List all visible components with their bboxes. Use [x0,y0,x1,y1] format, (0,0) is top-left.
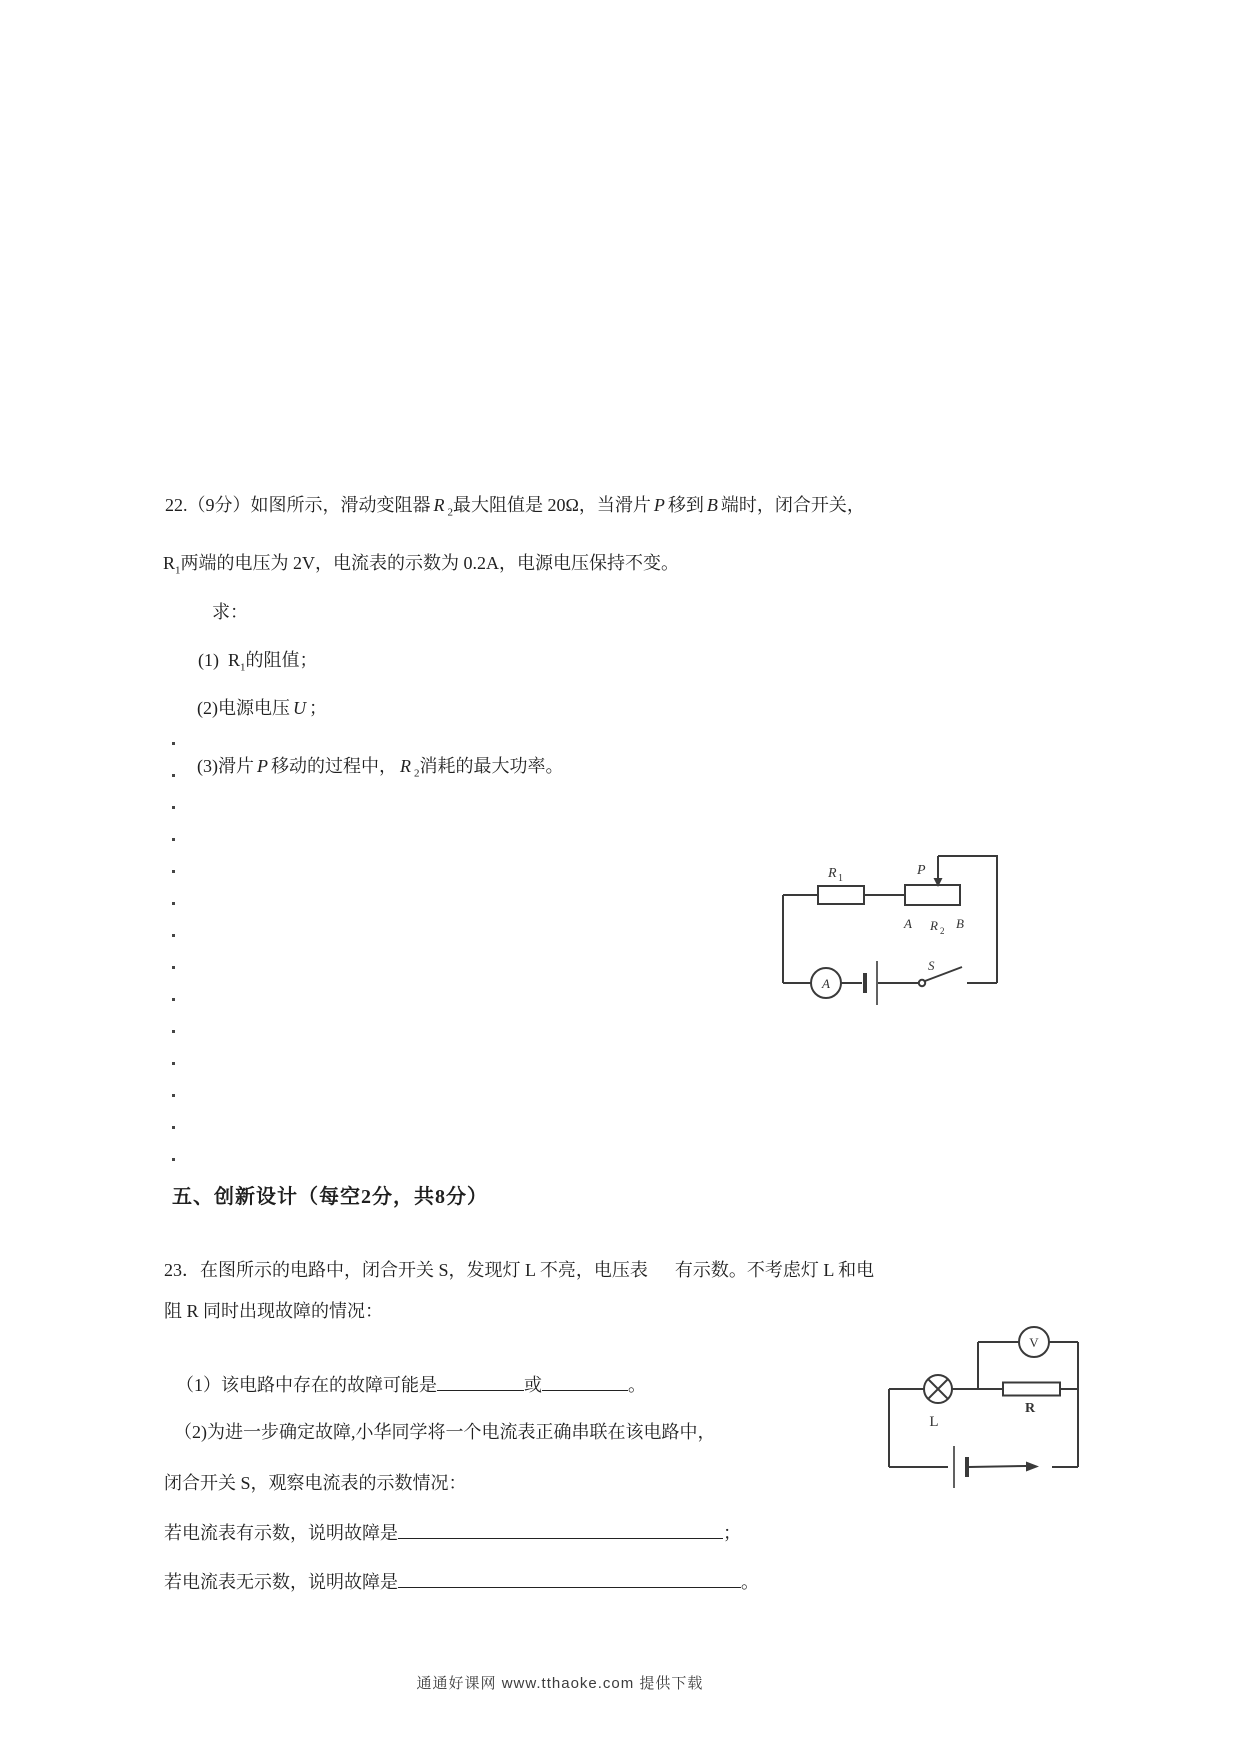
var-p: P [653,495,665,515]
label-s: S [928,958,935,973]
q23-line4 [164,1519,741,1546]
q23-line2-text: 阻 R 同时出现故障的情况： [164,1301,384,1321]
q23-line3 [164,1470,467,1496]
var-u: U [293,698,306,718]
answer-blank-3 [398,1519,723,1539]
q23-line5 [164,1568,759,1595]
q23-line4-end: ； [723,1523,741,1543]
q22-line1 [165,492,865,518]
section5-title-text: 五、创新设计（每空2分，共8分） [172,1186,488,1208]
label-r2-sub: 2 [940,926,945,936]
q22-item1-sub: 1 [240,661,246,674]
label-p: P [917,863,926,878]
switch-pivot [919,980,925,986]
circuit1-diagram [690,843,1010,1015]
q22-item1 [198,647,318,673]
voltmeter-letter: V [1029,1335,1039,1350]
q22-item2 [197,695,327,721]
q22-line2 [163,550,679,576]
q22-item1-text2: 的阻值； [245,650,318,670]
var-r2-sub: 2 [447,506,453,519]
q23-item2 [174,1419,716,1445]
q22-line2-text: 两端的电压为 2V，电流表的示数为 0.2A，电源电压保持不变。 [180,553,680,573]
switch-blade [969,1466,1026,1467]
q23-item1-or: 或 [524,1375,542,1395]
var-r1-sub: 1 [175,564,181,577]
rheostat-r2-box [905,885,960,905]
ammeter-letter: A [822,976,830,991]
q22-line1-text4: 端时，闭合开关， [720,495,865,515]
q22-item3-text: (3)滑片 [197,756,254,776]
var-p2: P [257,756,268,776]
q23-line1-text: 23．在图所示的电路中，闭合开关 S，发现灯 L 不亮，电压表 有示数。不考虑灯 L 和电 [164,1260,875,1280]
label-b-terminal: B [956,916,964,931]
q23-line4-text: 若电流表有示数，说明故障是 [164,1523,398,1543]
resistor-r1-box [818,886,864,904]
q22-item3-text3: 消耗的最大功率。 [419,756,564,776]
q22-item2-text: (2)电源电压 [197,698,290,718]
q22-item2-text2: ； [309,698,327,718]
footer-watermark [0,1672,1120,1693]
switch-arrowhead [1026,1462,1039,1472]
q23-line5-text: 若电流表无示数，说明故障是 [164,1572,398,1592]
label-r1-sub: 1 [838,873,843,884]
q23-item1 [176,1371,646,1398]
var-r2: R [433,495,445,515]
label-l: L [929,1414,939,1430]
answer-blank-1 [437,1371,524,1391]
circuit2-diagram [878,1308,1093,1503]
label-a-terminal: A [904,916,912,931]
q23-line2 [164,1298,383,1324]
q22-line1-text: 22.（9分）如图所示，滑动变阻器 [165,495,431,515]
var-r2b: R [400,756,411,776]
q23-item1-end: 。 [628,1375,646,1395]
q23-line3-text: 闭合开关 S，观察电流表的示数情况： [164,1473,467,1493]
wire-top-right [938,856,997,983]
q23-line5-end: 。 [741,1572,759,1592]
footer-text: 通通好课网 www.tthaoke.com 提供下载 [416,1675,704,1692]
var-r1: R [163,553,176,573]
q23-item1-text: （1）该电路中存在的故障可能是 [176,1375,437,1395]
q23-line1 [164,1257,874,1283]
q22-line1-text3: 移到 [667,495,704,515]
var-b: B [706,495,718,515]
label-r1: R [828,866,837,881]
var-r2b-sub: 2 [414,767,420,780]
label-r: R [1024,1401,1036,1416]
section5-title [172,1184,488,1210]
q22-item3-text2: 移动的过程中， [271,756,397,776]
q23-item2-text: （2)为进一步确定故障,小华同学将一个电流表正确串联在该电路中， [174,1422,716,1442]
q22-ask [212,599,248,625]
q22-ask-text: 求： [212,602,248,622]
label-r2: R [930,918,938,933]
dotted-margin-column [172,742,175,1163]
answer-blank-4 [398,1568,741,1588]
q22-item1-text: (1) R [198,650,240,670]
q22-item3 [197,753,564,779]
answer-blank-2 [542,1371,628,1391]
q22-line1-text2: 最大阻值是 20Ω，当滑片 [453,495,651,515]
resistor-r-box [1003,1383,1060,1396]
